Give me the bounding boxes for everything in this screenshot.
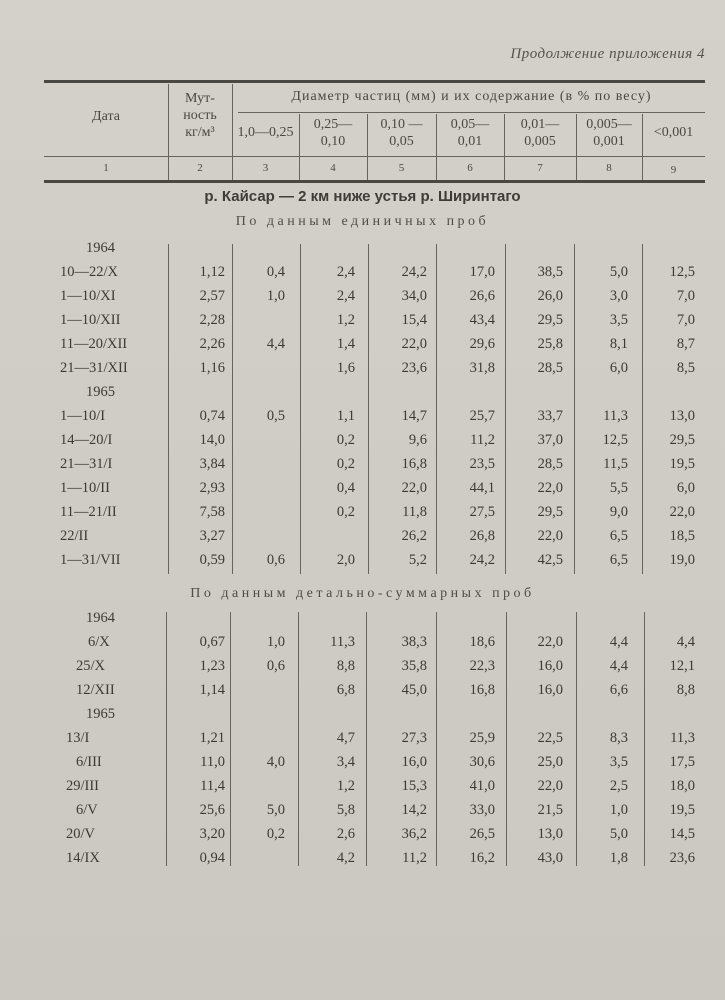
value-cell: 26,5 — [469, 826, 495, 842]
value-cell: 21,5 — [537, 802, 563, 818]
table-row — [0, 802, 725, 826]
table-row — [0, 850, 725, 874]
value-cell: 1,6 — [336, 360, 355, 376]
header-turbidity-line: Мут- — [185, 91, 215, 106]
value-cell: 11,3 — [670, 730, 695, 746]
value-cell: 31,8 — [469, 360, 495, 376]
year-row — [0, 384, 725, 408]
header-date: Дата — [92, 109, 120, 124]
fraction-line: 0,01 — [457, 134, 483, 149]
value-cell: 4,7 — [336, 730, 355, 746]
value-cell: 4,4 — [266, 336, 285, 352]
value-cell: 15,3 — [401, 778, 427, 794]
value-cell: 22,0 — [537, 528, 563, 544]
date-cell: 29/III — [66, 778, 100, 794]
fraction-line: 0,10 — — [380, 117, 423, 132]
table-row — [0, 408, 725, 432]
fraction-line: 0,005— — [586, 117, 632, 132]
date-cell: 1—10/XII — [60, 312, 121, 328]
value-cell: 5,0 — [609, 264, 628, 280]
value-cell: 26,8 — [469, 528, 495, 544]
value-cell: 26,0 — [537, 288, 563, 304]
value-cell: 14,7 — [401, 408, 427, 424]
value-cell: 2,4 — [336, 264, 355, 280]
table-row — [0, 682, 725, 706]
date-cell: 6/X — [88, 634, 110, 650]
value-cell: 13,0 — [669, 408, 695, 424]
date-cell: 11—21/II — [60, 504, 117, 520]
value-cell: 43,0 — [537, 850, 563, 866]
value-cell: 34,0 — [401, 288, 427, 304]
value-cell: 2,5 — [609, 778, 628, 794]
turbidity-cell: 11,0 — [200, 754, 225, 770]
value-cell: 6,8 — [336, 682, 355, 698]
table-row — [0, 264, 725, 288]
turbidity-cell: 2,28 — [199, 312, 225, 328]
table-row — [0, 826, 725, 850]
value-cell: 8,8 — [676, 682, 695, 698]
value-cell: 16,2 — [469, 850, 495, 866]
col-num: 9 — [670, 164, 677, 176]
table-row — [0, 288, 725, 312]
value-cell: 35,8 — [401, 658, 427, 674]
value-cell: 0,6 — [266, 658, 285, 674]
fraction-line: 0,05— — [450, 117, 490, 132]
turbidity-cell: 3,20 — [199, 826, 225, 842]
value-cell: 0,2 — [336, 432, 355, 448]
date-cell: 13/I — [66, 730, 90, 746]
table-row — [0, 778, 725, 802]
value-cell: 8,7 — [676, 336, 695, 352]
value-cell: 23,6 — [401, 360, 427, 376]
value-cell: 5,8 — [336, 802, 355, 818]
value-cell: 22,0 — [537, 778, 563, 794]
value-cell: 0,2 — [336, 456, 355, 472]
date-cell: 12/XII — [76, 682, 115, 698]
value-cell: 1,2 — [336, 778, 355, 794]
value-cell: 38,3 — [401, 634, 427, 650]
value-cell: 24,2 — [469, 552, 495, 568]
date-cell: 1—10/II — [60, 480, 110, 496]
value-cell: 23,5 — [469, 456, 495, 472]
value-cell: 5,5 — [609, 480, 628, 496]
date-cell: 1—31/VII — [60, 552, 121, 568]
value-cell: 29,6 — [469, 336, 495, 352]
date-cell: 1—10/I — [60, 408, 106, 424]
table-row — [0, 480, 725, 504]
date-cell: 20/V — [66, 826, 95, 842]
value-cell: 27,5 — [469, 504, 495, 520]
value-cell: 22,5 — [537, 730, 563, 746]
turbidity-cell: 2,57 — [199, 288, 225, 304]
table-row — [0, 312, 725, 336]
table-row — [0, 730, 725, 754]
header-turbidity-line: кг/м³ — [185, 125, 215, 140]
continuation-note: Продолжение приложения 4 — [510, 46, 705, 62]
date-cell: 25/X — [76, 658, 105, 674]
value-cell: 7,0 — [676, 312, 695, 328]
turbidity-cell: 7,58 — [199, 504, 225, 520]
value-cell: 22,0 — [669, 504, 695, 520]
value-cell: 22,0 — [401, 480, 427, 496]
table-row — [0, 336, 725, 360]
header-turbidity — [168, 90, 232, 141]
date-cell: 1—10/XI — [60, 288, 116, 304]
value-cell: 1,0 — [609, 802, 628, 818]
fraction-line: 0,005 — [524, 134, 556, 149]
table-row — [0, 360, 725, 384]
table-row — [0, 528, 725, 552]
turbidity-cell: 1,14 — [199, 682, 225, 698]
value-cell: 36,2 — [401, 826, 427, 842]
col-num: 1 — [103, 162, 109, 174]
value-cell: 6,6 — [609, 682, 628, 698]
turbidity-cell: 1,23 — [199, 658, 225, 674]
date-cell: 14—20/I — [60, 432, 113, 448]
value-cell: 29,5 — [669, 432, 695, 448]
date-cell: 14/IX — [66, 850, 100, 866]
value-cell: 16,0 — [537, 682, 563, 698]
value-cell: 38,5 — [537, 264, 563, 280]
value-cell: 30,6 — [469, 754, 495, 770]
table-row — [0, 504, 725, 528]
value-cell: 26,6 — [469, 288, 495, 304]
value-cell: 4,4 — [676, 634, 695, 650]
turbidity-cell: 0,59 — [199, 552, 225, 568]
value-cell: 1,4 — [336, 336, 355, 352]
fraction-line: 0,001 — [593, 134, 625, 149]
value-cell: 8,5 — [676, 360, 695, 376]
turbidity-cell: 1,21 — [199, 730, 225, 746]
col-num: 3 — [262, 162, 269, 174]
value-cell: 7,0 — [676, 288, 695, 304]
value-cell: 13,0 — [537, 826, 563, 842]
col-num: 8 — [606, 162, 612, 174]
value-cell: 19,5 — [669, 802, 695, 818]
value-cell: 18,5 — [669, 528, 695, 544]
table-row — [0, 658, 725, 682]
value-cell: 25,9 — [469, 730, 495, 746]
value-cell: 4,4 — [609, 658, 628, 674]
value-cell: 0,4 — [266, 264, 285, 280]
value-cell: 18,6 — [469, 634, 495, 650]
value-cell: 29,5 — [537, 312, 563, 328]
value-cell: 22,0 — [401, 336, 427, 352]
date-cell: 6/III — [76, 754, 102, 770]
year-label: 1964 — [86, 610, 115, 626]
turbidity-cell: 11,4 — [200, 778, 225, 794]
date-cell: 11—20/XII — [60, 336, 128, 352]
value-cell: 11,2 — [402, 850, 427, 866]
year-label: 1964 — [86, 240, 115, 256]
value-cell: 14,5 — [669, 826, 695, 842]
table-row — [0, 634, 725, 658]
value-cell: 6,5 — [609, 552, 628, 568]
value-cell: 5,0 — [266, 802, 285, 818]
date-cell: 21—31/I — [60, 456, 113, 472]
col-num: 4 — [330, 162, 336, 174]
value-cell: 33,0 — [469, 802, 495, 818]
value-cell: 11,3 — [603, 408, 628, 424]
turbidity-cell: 1,12 — [199, 264, 225, 280]
value-cell: 17,5 — [669, 754, 695, 770]
value-cell: 25,7 — [469, 408, 495, 424]
header-fraction-5 — [504, 116, 576, 150]
col-num: 2 — [197, 162, 203, 174]
value-cell: 44,1 — [469, 480, 495, 496]
value-cell: 6,0 — [676, 480, 695, 496]
value-cell: 5,2 — [408, 552, 427, 568]
value-cell: 11,3 — [330, 634, 355, 650]
value-cell: 0,2 — [336, 504, 355, 520]
value-cell: 28,5 — [537, 360, 563, 376]
table-row — [0, 754, 725, 778]
fraction-line: 0,25— — [313, 117, 353, 132]
value-cell: 37,0 — [537, 432, 563, 448]
year-label: 1965 — [86, 706, 115, 722]
table-header — [44, 84, 705, 180]
value-cell: 28,5 — [537, 456, 563, 472]
header-turbidity-line: ность — [183, 108, 217, 123]
value-cell: 9,0 — [609, 504, 628, 520]
value-cell: 0,4 — [336, 480, 355, 496]
value-cell: 0,6 — [266, 552, 285, 568]
value-cell: 18,0 — [669, 778, 695, 794]
value-cell: 16,0 — [401, 754, 427, 770]
value-cell: 6,0 — [609, 360, 628, 376]
fraction-line: 0,05 — [389, 134, 414, 149]
year-label: 1965 — [86, 384, 115, 400]
table-header-bottom-rule — [44, 180, 705, 183]
turbidity-cell: 2,93 — [199, 480, 225, 496]
subsection-detailed-samples: По данным детально-суммарных проб — [190, 586, 535, 601]
header-fraction-3 — [367, 116, 436, 150]
value-cell: 33,7 — [537, 408, 563, 424]
year-row — [0, 240, 725, 264]
value-cell: 22,3 — [469, 658, 495, 674]
value-cell: 16,0 — [537, 658, 563, 674]
value-cell: 16,8 — [469, 682, 495, 698]
subsection-single-samples: По данным единичных проб — [235, 214, 490, 229]
value-cell: 4,0 — [266, 754, 285, 770]
header-fraction-2 — [299, 116, 367, 150]
value-cell: 11,8 — [402, 504, 427, 520]
value-cell: 24,2 — [401, 264, 427, 280]
turbidity-cell: 14,0 — [199, 432, 225, 448]
value-cell: 2,0 — [336, 552, 355, 568]
value-cell: 2,6 — [336, 826, 355, 842]
value-cell: 8,8 — [336, 658, 355, 674]
value-cell: 3,4 — [336, 754, 355, 770]
value-cell: 1,8 — [609, 850, 628, 866]
value-cell: 12,5 — [602, 432, 628, 448]
table-top-rule — [44, 80, 705, 83]
header-fraction-4 — [436, 116, 504, 150]
year-row — [0, 610, 725, 634]
value-cell: 1,0 — [266, 288, 285, 304]
header-fraction-6 — [576, 116, 642, 150]
turbidity-cell: 0,94 — [199, 850, 225, 866]
header-fraction-1: 1,0—0,25 — [237, 125, 294, 140]
value-cell: 1,2 — [336, 312, 355, 328]
section-title: р. Кайсар — 2 км ниже устья р. Ширинтаго — [204, 188, 521, 205]
value-cell: 15,4 — [401, 312, 427, 328]
turbidity-cell: 2,26 — [199, 336, 225, 352]
fraction-line: 0,01— — [520, 117, 560, 132]
value-cell: 11,2 — [470, 432, 495, 448]
value-cell: 3,0 — [609, 288, 628, 304]
value-cell: 1,1 — [336, 408, 355, 424]
header-fraction-7: <0,001 — [653, 125, 694, 140]
value-cell: 41,0 — [469, 778, 495, 794]
value-cell: 22,0 — [537, 634, 563, 650]
value-cell: 43,4 — [469, 312, 495, 328]
header-particle-group: Диаметр частиц (мм) и их содержание (в % по весу) — [291, 89, 652, 104]
value-cell: 12,1 — [669, 658, 695, 674]
col-num: 7 — [537, 162, 543, 174]
value-cell: 27,3 — [401, 730, 427, 746]
value-cell: 4,4 — [609, 634, 628, 650]
value-cell: 17,0 — [469, 264, 495, 280]
value-cell: 25,0 — [537, 754, 563, 770]
turbidity-cell: 3,84 — [199, 456, 225, 472]
fraction-line: 0,10 — [320, 134, 346, 149]
value-cell: 0,5 — [266, 408, 285, 424]
value-cell: 6,5 — [609, 528, 628, 544]
value-cell: 45,0 — [401, 682, 427, 698]
turbidity-cell: 25,6 — [199, 802, 225, 818]
value-cell: 14,2 — [401, 802, 427, 818]
value-cell: 25,8 — [537, 336, 563, 352]
value-cell: 3,5 — [609, 754, 628, 770]
value-cell: 22,0 — [537, 480, 563, 496]
turbidity-cell: 3,27 — [199, 528, 225, 544]
table-row — [0, 552, 725, 576]
value-cell: 26,2 — [401, 528, 427, 544]
value-cell: 19,5 — [669, 456, 695, 472]
value-cell: 9,6 — [408, 432, 427, 448]
value-cell: 8,3 — [609, 730, 628, 746]
col-num: 6 — [467, 162, 473, 174]
year-row — [0, 706, 725, 730]
value-cell: 0,2 — [266, 826, 285, 842]
value-cell: 2,4 — [336, 288, 355, 304]
turbidity-cell: 0,67 — [199, 634, 225, 650]
value-cell: 4,2 — [336, 850, 355, 866]
turbidity-cell: 0,74 — [199, 408, 225, 424]
date-cell: 6/V — [76, 802, 98, 818]
value-cell: 3,5 — [609, 312, 628, 328]
turbidity-cell: 1,16 — [199, 360, 225, 376]
value-cell: 42,5 — [537, 552, 563, 568]
table-row — [0, 456, 725, 480]
value-cell: 16,8 — [401, 456, 427, 472]
col-num: 5 — [398, 162, 405, 174]
value-cell: 29,5 — [537, 504, 563, 520]
value-cell: 1,0 — [266, 634, 285, 650]
value-cell: 8,1 — [609, 336, 628, 352]
value-cell: 23,6 — [669, 850, 695, 866]
value-cell: 11,5 — [603, 456, 628, 472]
value-cell: 5,0 — [609, 826, 628, 842]
value-cell: 12,5 — [669, 264, 695, 280]
date-cell: 21—31/XII — [60, 360, 128, 376]
date-cell: 22/II — [60, 528, 89, 544]
value-cell: 19,0 — [669, 552, 695, 568]
date-cell: 10—22/X — [60, 264, 118, 280]
table-row — [0, 432, 725, 456]
